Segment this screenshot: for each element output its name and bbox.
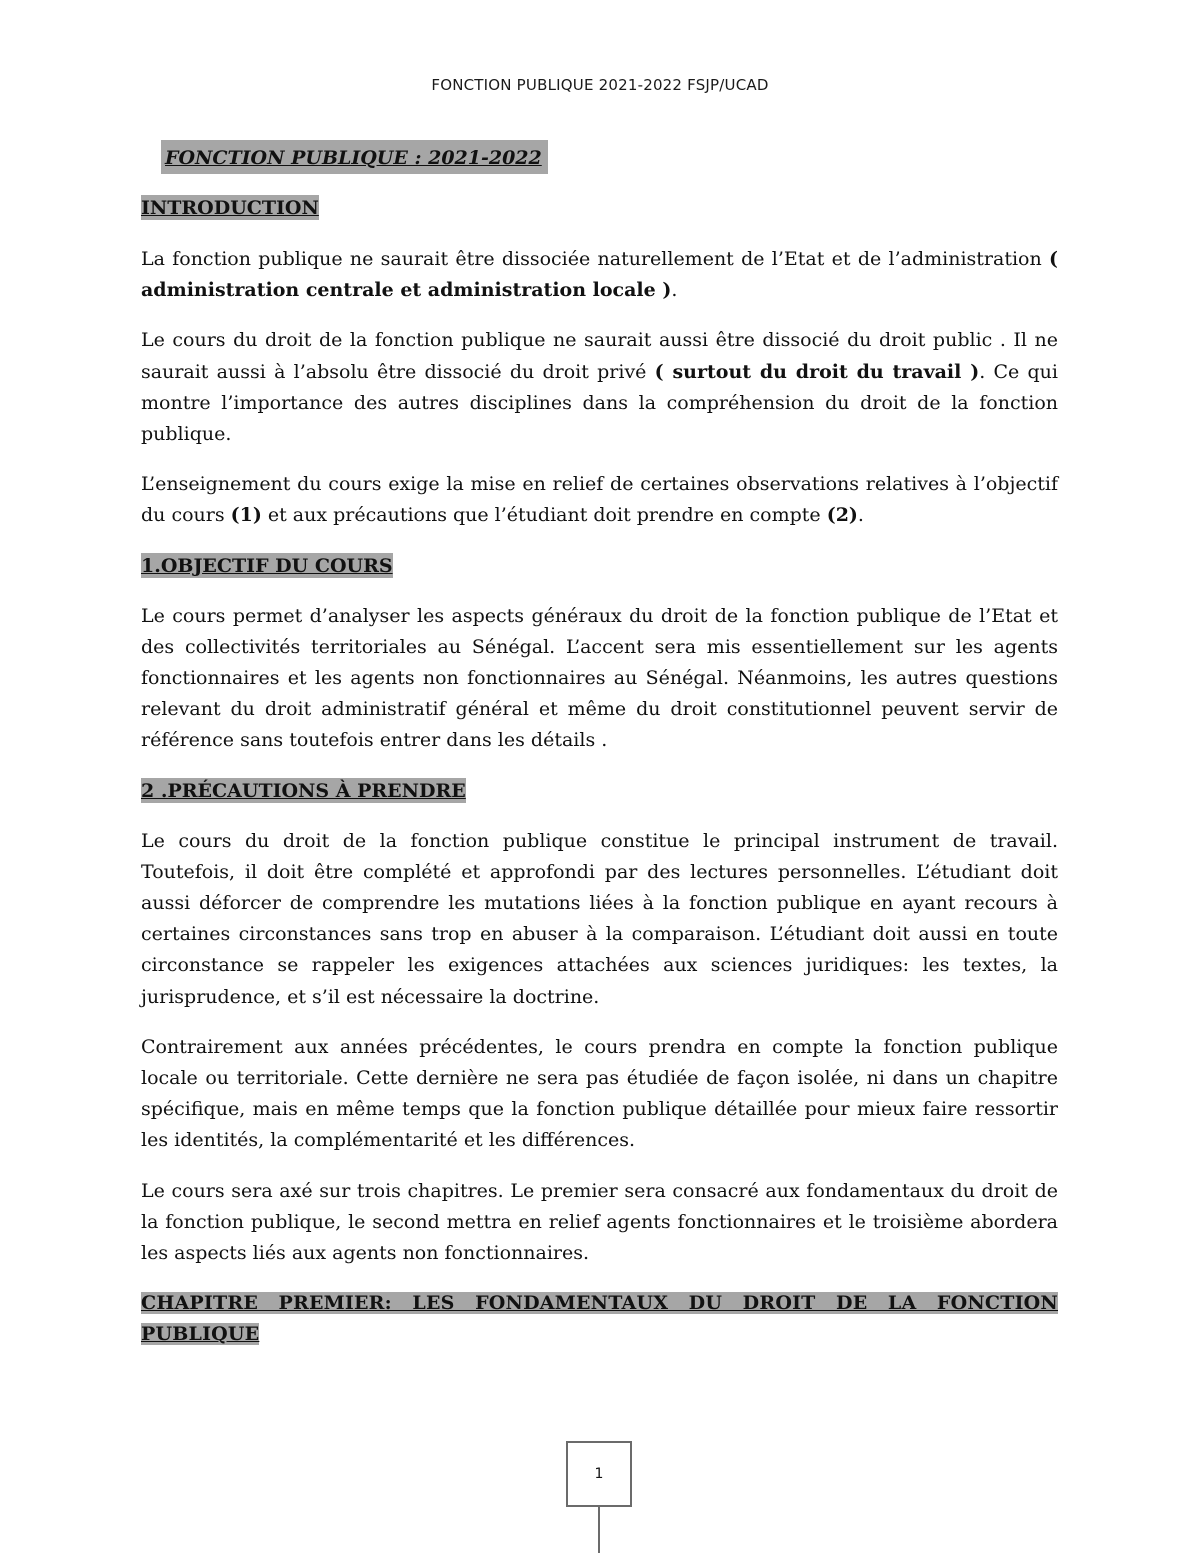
- objectif-paragraph: Le cours permet d’analyser les aspects généraux du droit de la fonction publique de l’Etat et des collectivités territoriales au Sénégal. L’accent sera mis essentiellement sur les agents fonctionnaires et les agents non fonctionnaires au Sénégal. Néanmoins, les autres questions relevant du droit administratif général et même du droit constitutionnel peuvent servir de référence sans toutefois entrer dans les détails .: [141, 604, 1058, 752]
- chapter-heading: CHAPITRE PREMIER: LES FONDAMENTAUX DU DROIT DE LA FONCTION PUBLIQUE: [141, 1292, 1058, 1346]
- intro-p3-mid: et aux précautions que l’étudiant doit prendre en compte: [261, 504, 827, 527]
- objectif-heading-block: [141, 551, 1058, 582]
- title-row: [141, 140, 1058, 173]
- page-number-box: [566, 1441, 632, 1507]
- intro-p3-bold-1: (1): [230, 504, 262, 527]
- document-title: FONCTION PUBLIQUE : 2021-2022: [161, 140, 548, 174]
- intro-p2-text: Le cours du droit de la fonction publique ne saurait aussi être dissocié du droit public . Il ne saurait aussi à l’absolu être dissocié du droit privé: [141, 329, 1058, 383]
- precautions-heading: 2 .PRÉCAUTIONS À PRENDRE: [141, 779, 466, 802]
- introduction-paragraph-2: [141, 325, 1058, 450]
- intro-p2-end: . Ce qui montre l’importance des autres disciplines dans la compréhension du droit de la fonction publique.: [141, 360, 1058, 446]
- introduction-heading-block: [141, 193, 1058, 224]
- chapter-heading-block: [141, 1288, 1058, 1350]
- introduction-paragraph-1: [141, 244, 1058, 306]
- running-header: FONCTION PUBLIQUE 2021-2022 FSJP/UCAD: [431, 76, 769, 94]
- precautions-heading-block: [141, 776, 1058, 807]
- intro-p1-bold: ( administration centrale et administration locale ): [141, 248, 1058, 302]
- intro-p1-end: .: [671, 279, 678, 302]
- introduction-paragraph-3: [141, 469, 1058, 531]
- intro-p2-bold: ( surtout du droit du travail ): [654, 360, 980, 383]
- introduction-heading: INTRODUCTION: [141, 197, 319, 219]
- intro-p3-bold-2: (2): [826, 504, 858, 527]
- precautions-paragraph-2: Contrairement aux années précédentes, le cours prendra en compte la fonction publique locale ou territoriale. Cette dernière ne sera pas étudiée de façon isolée, ni dans un chapitre spécifique, mais en même temps que la fonction publique détaillée pour mieux faire ressortir les identités, la complémentarité et les différences.: [141, 1035, 1058, 1152]
- objectif-heading: 1.OBJECTIF DU COURS: [141, 554, 393, 577]
- page-number-stem: [598, 1507, 600, 1553]
- page-number: 1: [594, 1466, 604, 1482]
- intro-p3-end: .: [857, 504, 864, 527]
- intro-p3-text: L’enseignement du cours exige la mise en relief de certaines observations relatives à l’objectif du cours: [141, 473, 1058, 527]
- precautions-paragraph-3: Le cours sera axé sur trois chapitres. Le premier sera consacré aux fondamentaux du droit de la fonction publique, le second mettra en relief agents fonctionnaires et le troisième abordera les aspects liés aux agents non fonctionnaires.: [141, 1179, 1058, 1265]
- document-body: [141, 140, 1058, 1351]
- precautions-paragraph-1: Le cours du droit de la fonction publique constitue le principal instrument de travail. Toutefois, il doit être complété et approfondi par des lectures personnelles. L’étudiant doit aussi déforcer de comprendre les mutations liées à la fonction publique en ayant recours à certaines circonstances sans trop en abuser à la comparaison. L’étudiant doit aussi en toute circonstance se rappeler les exigences attachées aux sciences juridiques: les textes, la jurisprudence, et s’il est nécessaire la doctrine.: [141, 829, 1058, 1008]
- intro-p1-text: La fonction publique ne saurait être dissociée naturellement de l’Etat et de l’administration: [141, 248, 1049, 270]
